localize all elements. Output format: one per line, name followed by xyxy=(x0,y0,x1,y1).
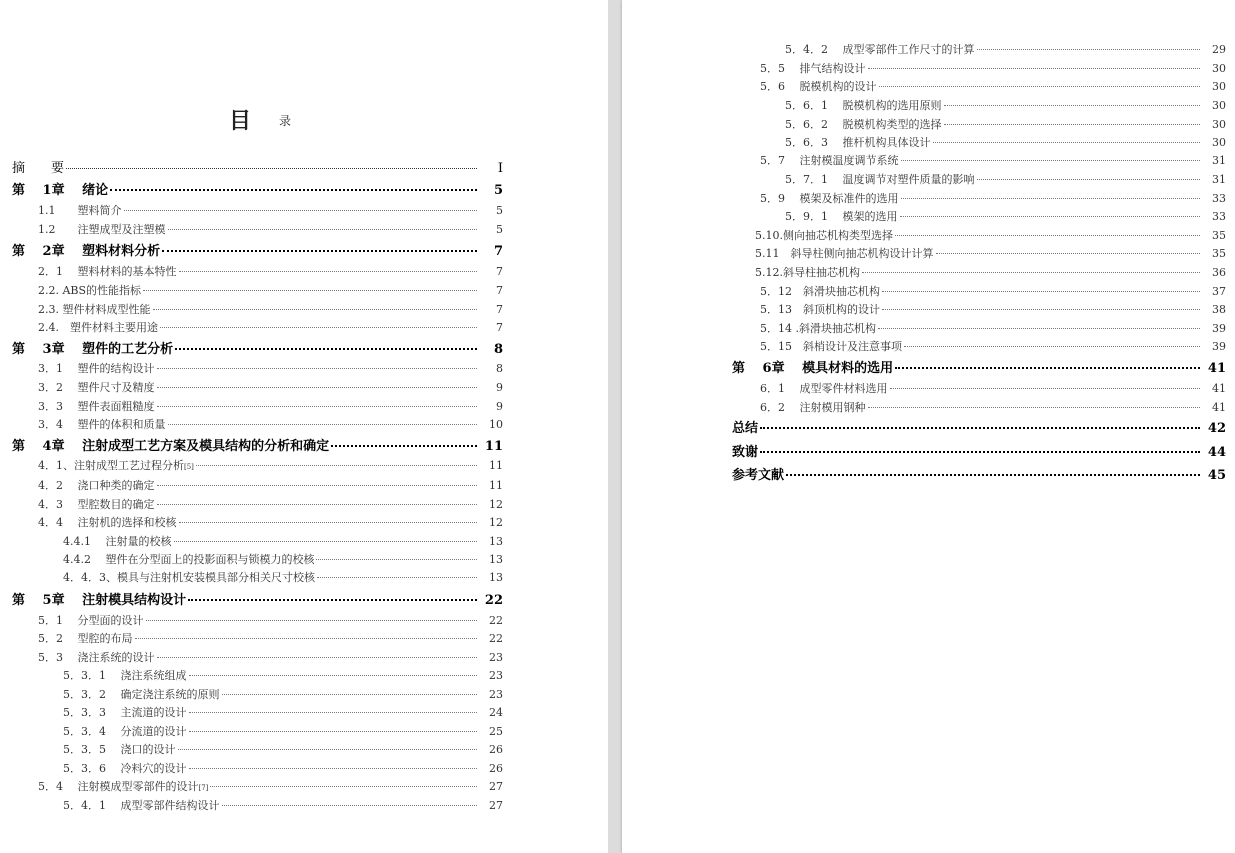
toc-page-number: 11 xyxy=(489,479,503,492)
toc-entry[interactable] xyxy=(38,612,503,628)
toc-entry-label: 5．13 斜顶机构的设计 xyxy=(760,303,880,316)
toc-entry-label: 2.3. 塑件材料成型性能 xyxy=(38,303,151,316)
dot-leader xyxy=(900,205,1201,217)
toc-entry[interactable] xyxy=(785,171,1226,187)
toc-entry-label: 5．6．3 推杆机构具体设计 xyxy=(785,136,931,149)
toc-entry[interactable] xyxy=(760,338,1226,354)
toc-page-number: 7 xyxy=(496,321,503,334)
dot-leader xyxy=(157,357,478,369)
dot-leader xyxy=(222,794,478,806)
dot-leader xyxy=(944,113,1201,125)
toc-entry-label: 3．3 塑件表面粗糙度 xyxy=(38,400,155,413)
toc-entry-label: 4．4．3、模具与注射机安装模具部分相关尺寸校核 xyxy=(63,571,315,584)
dot-leader xyxy=(977,38,1201,50)
toc-entry[interactable] xyxy=(38,496,503,512)
toc-chapter-entry[interactable] xyxy=(732,357,1226,376)
dot-leader xyxy=(135,627,478,639)
toc-entry[interactable] xyxy=(760,380,1226,396)
dot-leader xyxy=(868,396,1201,408)
toc-entry-label: 4．3 型腔数目的确定 xyxy=(38,498,155,511)
dot-leader xyxy=(895,224,1200,236)
toc-entry[interactable] xyxy=(38,221,503,237)
dot-leader xyxy=(862,261,1200,273)
dot-leader xyxy=(179,511,478,523)
toc-chapter-entry[interactable] xyxy=(12,589,503,608)
toc-entry[interactable] xyxy=(38,202,503,218)
dot-leader xyxy=(210,775,477,787)
dot-leader xyxy=(162,237,477,252)
toc-entry[interactable] xyxy=(760,78,1226,94)
toc-entry-label: 2．1 塑料材料的基本特性 xyxy=(38,265,177,278)
toc-entry-label: 5．7 注射模温度调节系统 xyxy=(760,154,899,167)
toc-entry[interactable] xyxy=(38,263,503,279)
toc-entry-label: 第 3章 塑件的工艺分析 xyxy=(12,342,174,357)
dot-leader xyxy=(331,432,477,447)
toc-entry[interactable] xyxy=(38,398,503,414)
toc-page-number: 42 xyxy=(1207,421,1226,436)
dot-leader xyxy=(944,94,1201,106)
toc-page-number: 24 xyxy=(489,706,503,719)
toc-chapter-entry[interactable] xyxy=(732,417,1226,436)
dot-leader xyxy=(868,57,1201,69)
dot-leader xyxy=(890,377,1201,389)
dot-leader xyxy=(168,413,478,425)
citation-superscript: [7] xyxy=(198,784,209,792)
toc-chapter-entry[interactable] xyxy=(12,435,503,454)
toc-entry-label: 5.12.斜导柱抽芯机构 xyxy=(755,266,860,279)
toc-chapter-entry[interactable] xyxy=(732,441,1226,460)
toc-entry[interactable] xyxy=(63,760,503,776)
toc-page-right xyxy=(622,0,1235,853)
toc-page-number: 26 xyxy=(489,762,503,775)
toc-page-number: 41 xyxy=(1212,382,1226,395)
dot-leader xyxy=(160,316,477,328)
dot-leader xyxy=(977,168,1201,180)
toc-page-number: 5 xyxy=(496,223,503,236)
toc-page-number: 9 xyxy=(496,400,503,413)
toc-page-number: 26 xyxy=(489,743,503,756)
toc-entry-label: 5．3 浇注系统的设计 xyxy=(38,651,155,664)
dot-leader xyxy=(179,260,478,272)
toc-page-number: 30 xyxy=(1212,62,1226,75)
toc-entry-label: 5．4．2 成型零部件工作尺寸的计算 xyxy=(785,43,975,56)
dot-leader xyxy=(178,738,478,750)
toc-page-number: 5 xyxy=(496,204,503,217)
toc-entry-label: 5．14 .斜滑块抽芯机构 xyxy=(760,322,876,335)
toc-page-number: 30 xyxy=(1212,99,1226,112)
toc-entry-label: 5．3．5 浇口的设计 xyxy=(63,743,176,756)
toc-page-number: 37 xyxy=(1212,285,1226,298)
dot-leader xyxy=(124,199,478,211)
toc-entry[interactable] xyxy=(760,60,1226,76)
dot-leader xyxy=(879,75,1201,87)
dot-leader xyxy=(143,279,477,291)
toc-entry-label: 3．2 塑件尺寸及精度 xyxy=(38,381,155,394)
toc-entry[interactable] xyxy=(755,264,1226,280)
toc-entry[interactable] xyxy=(63,723,503,739)
toc-entry[interactable] xyxy=(785,134,1226,150)
toc-entry[interactable] xyxy=(38,514,503,530)
toc-page-number: 38 xyxy=(1212,303,1226,316)
toc-title-main: 目 xyxy=(228,108,279,134)
dot-leader xyxy=(933,131,1201,143)
toc-page-number: 7 xyxy=(496,265,503,278)
toc-page-number: 23 xyxy=(489,651,503,664)
toc-entry-label: 总结 xyxy=(732,421,759,436)
dot-leader xyxy=(196,454,477,466)
citation-superscript: [5] xyxy=(184,463,194,471)
toc-entry[interactable] xyxy=(785,116,1226,132)
toc-entry[interactable] xyxy=(63,797,503,813)
toc-entry-label: 第 2章 塑料材料分析 xyxy=(12,244,161,259)
dot-leader xyxy=(317,566,477,578)
toc-page-number: 22 xyxy=(489,614,503,627)
toc-entry[interactable] xyxy=(63,667,503,683)
toc-page-number: 31 xyxy=(1212,173,1226,186)
toc-page-number: 30 xyxy=(1212,80,1226,93)
toc-entry[interactable] xyxy=(760,301,1226,317)
toc-entry-label: 4．1、注射成型工艺过程分析 xyxy=(38,459,184,472)
toc-entry[interactable] xyxy=(38,319,503,335)
dot-leader xyxy=(901,187,1201,199)
toc-entry[interactable] xyxy=(760,399,1226,415)
dot-leader xyxy=(189,757,478,769)
toc-page-number: 41 xyxy=(1212,401,1226,414)
toc-entry[interactable] xyxy=(63,686,503,702)
toc-entry-label: 5．15 斜梢设计及注意事项 xyxy=(760,340,902,353)
dot-leader xyxy=(760,438,1200,453)
toc-entry-label: 5．9．1 模架的选用 xyxy=(785,210,898,223)
toc-entry-label: 第 5章 注射模具结构设计 xyxy=(12,593,187,608)
toc-page-number: 9 xyxy=(496,381,503,394)
toc-abstract-entry[interactable] xyxy=(12,157,503,176)
toc-entry-label: 5．12 斜滑块抽芯机构 xyxy=(760,285,880,298)
toc-page-number: 10 xyxy=(489,418,503,431)
toc-entry[interactable] xyxy=(760,283,1226,299)
toc-chapter-entry[interactable] xyxy=(12,179,503,198)
toc-chapter-entry[interactable] xyxy=(732,464,1226,483)
toc-page-number: 44 xyxy=(1207,445,1226,460)
toc-entry[interactable] xyxy=(760,320,1226,336)
toc-entry-label: 5．1 分型面的设计 xyxy=(38,614,144,627)
dot-leader xyxy=(175,335,477,350)
dot-leader xyxy=(189,664,478,676)
toc-page-number: 22 xyxy=(484,593,503,608)
toc-entry-label: 5．3．3 主流道的设计 xyxy=(63,706,187,719)
toc-page-number: 12 xyxy=(489,498,503,511)
toc-entry-label: 2.4. 塑件材料主要用途 xyxy=(38,321,158,334)
toc-page-number: 13 xyxy=(489,553,503,566)
toc-page-number: 7 xyxy=(496,284,503,297)
toc-page-number: 30 xyxy=(1212,136,1226,149)
toc-entry-label: 5．3．6 冷料穴的设计 xyxy=(63,762,187,775)
dot-leader xyxy=(760,414,1200,429)
toc-entry[interactable] xyxy=(785,41,1226,57)
dot-leader xyxy=(174,530,478,542)
toc-page-number: 12 xyxy=(489,516,503,529)
dot-leader xyxy=(157,376,478,388)
dot-leader xyxy=(157,646,478,658)
toc-entry-label: 3．4 塑件的体积和质量 xyxy=(38,418,166,431)
toc-entry-label: 5．3．2 确定浇注系统的原则 xyxy=(63,688,220,701)
dot-leader xyxy=(882,298,1200,310)
toc-page-number: 30 xyxy=(1212,118,1226,131)
toc-entry[interactable] xyxy=(38,649,503,665)
toc-entry[interactable] xyxy=(755,245,1226,261)
toc-page-number: 11 xyxy=(484,439,503,454)
toc-page-number: 8 xyxy=(496,362,503,375)
dot-leader xyxy=(157,474,478,486)
toc-entry[interactable] xyxy=(38,778,503,794)
dot-leader xyxy=(110,176,477,191)
toc-entry[interactable] xyxy=(38,416,503,432)
toc-entry-label: 4．4 注射机的选择和校核 xyxy=(38,516,177,529)
toc-page-number: 13 xyxy=(489,535,503,548)
dot-leader xyxy=(157,493,478,505)
dot-leader xyxy=(66,155,477,169)
toc-entry-label: 5．5 排气结构设计 xyxy=(760,62,866,75)
dot-leader xyxy=(936,242,1201,254)
toc-page-number: 39 xyxy=(1212,322,1226,335)
toc-entry-label: 参考文献 xyxy=(732,468,785,483)
toc-page-number: 33 xyxy=(1212,192,1226,205)
toc-entry-label: 5．2 型腔的布局 xyxy=(38,632,133,645)
toc-entry-label: 5．4 注射模成型零部件的设计 xyxy=(38,780,199,793)
toc-entry-label: 4.4.2 塑件在分型面上的投影面积与锁模力的校核 xyxy=(63,553,315,566)
dot-leader xyxy=(786,461,1200,476)
toc-entry-label: 5．7．1 温度调节对塑件质量的影响 xyxy=(785,173,975,186)
dot-leader xyxy=(901,149,1201,161)
toc-page-number: 23 xyxy=(489,688,503,701)
toc-page-number: 31 xyxy=(1212,154,1226,167)
dot-leader xyxy=(878,317,1200,329)
toc-entry-label: 6．1 成型零件材料选用 xyxy=(760,382,888,395)
dot-leader xyxy=(157,395,478,407)
page-gutter xyxy=(608,0,622,853)
toc-page-number: 25 xyxy=(489,725,503,738)
toc-entry-label: 5．4．1 成型零部件结构设计 xyxy=(63,799,220,812)
dot-leader xyxy=(882,280,1200,292)
toc-page-number: 7 xyxy=(493,244,503,259)
toc-entry[interactable] xyxy=(63,704,503,720)
toc-page-number: 36 xyxy=(1212,266,1226,279)
toc-page-number: 5 xyxy=(493,183,503,198)
dot-leader xyxy=(189,701,478,713)
dot-leader xyxy=(222,683,478,695)
dot-leader xyxy=(153,298,478,310)
dot-leader xyxy=(316,548,477,560)
toc-page-number: 23 xyxy=(489,669,503,682)
toc-page-number: 35 xyxy=(1212,229,1226,242)
toc-page-number: 7 xyxy=(496,303,503,316)
dot-leader xyxy=(188,586,477,601)
toc-entry[interactable] xyxy=(38,301,503,317)
toc-entry-label: 5．3．1 浇注系统组成 xyxy=(63,669,187,682)
toc-entry[interactable] xyxy=(63,569,503,585)
toc-entry-label: 第 4章 注射成型工艺方案及模具结构的分析和确定 xyxy=(12,439,330,454)
dot-leader xyxy=(895,354,1200,369)
toc-page-number: 29 xyxy=(1212,43,1226,56)
toc-page-number: 27 xyxy=(489,780,503,793)
toc-entry[interactable] xyxy=(755,227,1226,243)
toc-page-number: 39 xyxy=(1212,340,1226,353)
toc-entry-label: 3．1 塑件的结构设计 xyxy=(38,362,155,375)
toc-title-sub: 录 xyxy=(279,114,292,128)
toc-entry-label: 2.2. ABS的性能指标 xyxy=(38,284,142,297)
toc-entry[interactable] xyxy=(38,477,503,493)
toc-page-left xyxy=(0,0,608,853)
toc-entry-label: 5．6．1 脱模机构的选用原则 xyxy=(785,99,942,112)
toc-entry-label: 摘 要 xyxy=(12,161,65,176)
toc-page-number: 22 xyxy=(489,632,503,645)
toc-page-number: 13 xyxy=(489,571,503,584)
toc-entry-label: 1.1 塑料简介 xyxy=(38,204,122,217)
toc-entry-label: 6．2 注射模用钢种 xyxy=(760,401,866,414)
toc-page-number: I xyxy=(497,161,503,176)
toc-entry[interactable] xyxy=(760,190,1226,206)
toc-entry-label: 5．3．4 分流道的设计 xyxy=(63,725,187,738)
toc-page-number: 41 xyxy=(1207,361,1226,376)
toc-page-number: 27 xyxy=(489,799,503,812)
toc-entry[interactable] xyxy=(63,533,503,549)
dot-leader xyxy=(168,218,478,230)
toc-entry-label: 5.10.侧向抽芯机构类型选择 xyxy=(755,229,893,242)
toc-title xyxy=(0,104,520,135)
dot-leader xyxy=(189,720,478,732)
toc-page-number: 11 xyxy=(489,459,503,472)
toc-entry[interactable] xyxy=(38,360,503,376)
toc-entry-label: 5．6 脱模机构的设计 xyxy=(760,80,877,93)
toc-page-number: 8 xyxy=(493,342,503,357)
toc-entry[interactable] xyxy=(38,457,503,473)
toc-entry-label: 5．9 模架及标准件的选用 xyxy=(760,192,899,205)
toc-chapter-entry[interactable] xyxy=(12,240,503,259)
toc-entry-label: 4.4.1 注射量的校核 xyxy=(63,535,172,548)
toc-entry[interactable] xyxy=(38,379,503,395)
toc-entry-label: 第 6章 模具材料的选用 xyxy=(732,361,894,376)
toc-entry[interactable] xyxy=(38,630,503,646)
toc-page-number: 33 xyxy=(1212,210,1226,223)
toc-entry[interactable] xyxy=(785,97,1226,113)
toc-entry[interactable] xyxy=(785,208,1226,224)
toc-entry-label: 4．2 浇口种类的确定 xyxy=(38,479,155,492)
toc-entry-label: 5.11 斜导柱侧向抽芯机构设计计算 xyxy=(755,247,934,260)
toc-entry-label: 1.2 注塑成型及注塑模 xyxy=(38,223,166,236)
toc-entry[interactable] xyxy=(63,551,503,567)
dot-leader xyxy=(904,335,1200,347)
toc-entry-label: 第 1章 绪论 xyxy=(12,183,109,198)
toc-entry-label: 致谢 xyxy=(732,445,759,460)
toc-entry-label: 5．6．2 脱模机构类型的选择 xyxy=(785,118,942,131)
dot-leader xyxy=(146,609,478,621)
toc-entry[interactable] xyxy=(38,282,503,298)
toc-entry[interactable] xyxy=(63,741,503,757)
toc-chapter-entry[interactable] xyxy=(12,338,503,357)
toc-page-number: 35 xyxy=(1212,247,1226,260)
toc-page-number: 45 xyxy=(1207,468,1226,483)
toc-entry[interactable] xyxy=(760,152,1226,168)
